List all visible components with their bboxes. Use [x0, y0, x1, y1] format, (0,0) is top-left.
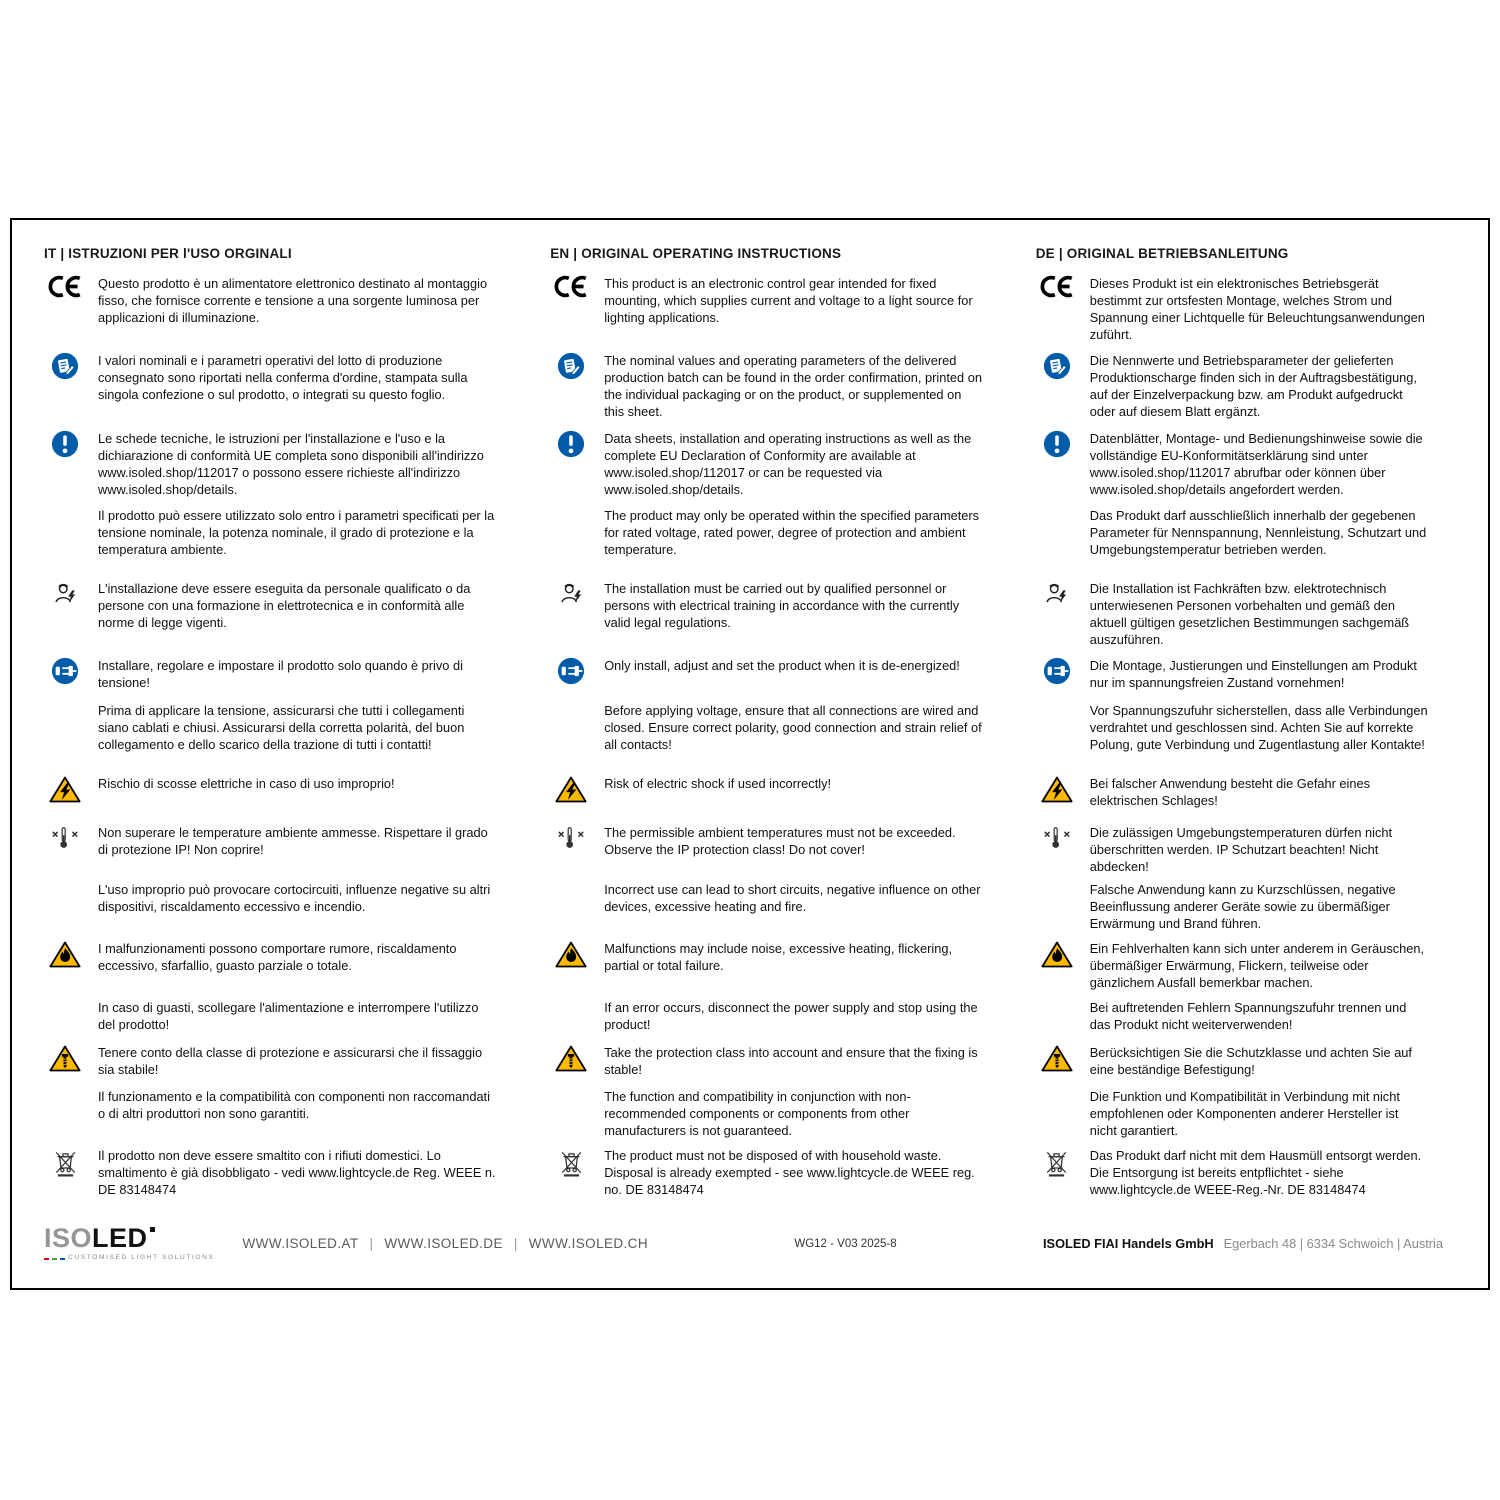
instruction-row — [44, 275, 498, 352]
instruction-text: Before applying voltage, ensure that all connections are wired and closed. Ensure correct polarity, good connection and strain relief of all contacts! — [604, 703, 982, 753]
instruction-row — [550, 352, 984, 430]
instruction-text: Il funzionamento e la compatibilità con componenti non raccomandati o di altri produttori non sono garantiti. — [98, 1089, 490, 1122]
ce-mark-icon — [1036, 275, 1078, 298]
instruction-text: The product may only be operated within the specified parameters for rated voltage, rated power, degree of protection and ambient temperature. — [604, 508, 980, 558]
fire-warning-icon — [550, 940, 592, 969]
instruction-text: Berücksichtigen Sie die Schutzklasse und achten Sie auf eine beständige Befestigung! — [1089, 1045, 1412, 1078]
logo-text-led: LED — [92, 1223, 148, 1254]
instruction-row — [550, 1044, 984, 1088]
instruction-row — [1036, 275, 1428, 352]
instruction-text: The installation must be carried out by qualified personnel or persons with electrical training in accordance with the currently valid legal regulations. — [604, 581, 960, 631]
instruction-text: I malfunzionamenti possono comportare rumore, riscaldamento eccessivo, sfarfallio, guasto parziale o totale. — [98, 941, 457, 974]
instruction-row — [1036, 430, 1428, 507]
instruction-row — [44, 940, 498, 999]
fixing-warning-icon — [1036, 1044, 1078, 1073]
qualified-personnel-icon — [550, 580, 592, 607]
electric-shock-warning-icon — [550, 775, 592, 804]
instruction-text: Prima di applicare la tensione, assicurarsi che tutti i collegamenti siano cablati e chiusi. Assicurarsi della corretta polarità, del buon collegamento e dello scarico della trazione di tutti i contatti! — [98, 703, 465, 753]
logo-color-dash-blue — [60, 1258, 65, 1260]
instruction-row — [44, 881, 498, 940]
instruction-row — [44, 507, 498, 580]
logo-tagline-text: CUSTOMISED LIGHT SOLUTIONS — [68, 1254, 215, 1262]
logo-color-dash-red — [44, 1258, 49, 1260]
logo-text-iso: ISO — [44, 1223, 93, 1254]
website-urls — [243, 1236, 648, 1251]
instruction-text: Only install, adjust and set the product when it is de-energized! — [604, 658, 960, 673]
instruction-text: Das Produkt darf ausschließlich innerhalb der gegebenen Parameter für Nennspannung, Nennleistung, Schutzart und Umgebungstemperatur betrieben werden. — [1089, 508, 1427, 558]
fixing-warning-icon — [550, 1044, 592, 1073]
column-de — [1036, 246, 1428, 1198]
de-energized-plug-icon — [44, 657, 86, 685]
url-separator: | — [369, 1236, 374, 1252]
instruction-row — [550, 1088, 984, 1147]
column-it — [44, 246, 498, 1198]
instruction-row — [1036, 507, 1428, 580]
instruction-text: Das Produkt darf nicht mit dem Hausmüll entsorgt werden. Die Entsorgung ist bereits entpflichtet - siehe www.lightcycle.de WEEE-Reg.-Nr. DE 83148474 — [1089, 1148, 1422, 1198]
column-header-it: IT | ISTRUZIONI PER l'USO ORGINALI — [44, 246, 292, 261]
website-link[interactable]: WWW.ISOLED.CH — [528, 1236, 648, 1252]
column-header-en: EN | ORIGINAL OPERATING INSTRUCTIONS — [550, 246, 842, 261]
instruction-row — [550, 702, 984, 775]
instruction-text: Die Montage, Justierungen und Einstellungen am Produkt nur im spannungsfreien Zustand vornehmen! — [1089, 658, 1417, 691]
mandatory-info-icon — [44, 430, 86, 458]
instruction-row — [44, 352, 498, 430]
instruction-text: If an error occurs, disconnect the power supply and stop using the product! — [604, 1000, 978, 1033]
instruction-row — [550, 275, 984, 352]
instruction-text: The function and compatibility in conjunction with non-recommended components or components from other manufacturers is not guaranteed. — [604, 1089, 911, 1139]
instruction-row — [1036, 702, 1428, 775]
temperature-limit-icon — [44, 824, 86, 852]
logo-color-dash-green — [52, 1258, 57, 1260]
company-address: Egerbach 48 | 6334 Schwoich | Austria — [1223, 1236, 1443, 1252]
instruction-text: Die Nennwerte und Betriebsparameter der gelieferten Produktionscharge finden sich in der Auftragsbestätigung, auf der Einzelverpackung bzw. am Produkt aufgedruckt oder auf diesem Blatt ergänzt. — [1089, 353, 1417, 420]
instruction-row — [44, 824, 498, 881]
instruction-text: Malfunctions may include noise, excessive heating, flickering, partial or total failure. — [604, 941, 953, 974]
instruction-text: Questo prodotto è un alimentatore elettronico destinato al montaggio fisso, che fornisce corrente e tensione a una sorgente luminosa per applicazioni di illuminazione. — [98, 276, 488, 326]
qualified-personnel-icon — [44, 580, 86, 607]
footer-left — [44, 1225, 648, 1262]
instruction-row — [1036, 1044, 1428, 1088]
instruction-row — [550, 580, 984, 657]
instruction-row — [1036, 580, 1428, 657]
column-en — [550, 246, 984, 1198]
instruction-row — [1036, 352, 1428, 430]
instruction-text: Il prodotto può essere utilizzato solo entro i parametri specificati per la tensione nominale, la potenza nominale, il grado di protezione e la temperatura ambiente. — [98, 508, 495, 558]
instruction-sheet-border — [10, 218, 1490, 1290]
instruction-row — [1036, 824, 1428, 881]
instruction-text: Falsche Anwendung kann zu Kurzschlüssen, negative Beeinflussung anderer Geräte sowie zu übermäßiger Erwärmung und Brand führen. — [1089, 882, 1396, 932]
instruction-text: Ein Fehlverhalten kann sich unter anderem in Geräuschen, übermäßiger Erwärmung, Flickern, teilweise oder gänzlichem Ausfall bemerkbar machen. — [1089, 941, 1425, 991]
instruction-text: Take the protection class into account and ensure that the fixing is stable! — [604, 1045, 978, 1078]
company-name: ISOLED FIAI Handels GmbH — [1042, 1236, 1214, 1252]
instruction-text: Tenere conto della classe di protezione e assicurarsi che il fissaggio sia stabile! — [98, 1045, 483, 1078]
weee-bin-icon — [44, 1147, 86, 1178]
mandatory-info-icon — [1036, 430, 1078, 458]
instruction-row — [550, 657, 984, 702]
instruction-text: Installare, regolare e impostare il prodotto solo quando è privo di tensione! — [98, 658, 463, 691]
instruction-text: This product is an electronic control gear intended for fixed mounting, which supplies current and voltage to a light source for lighting applications. — [604, 276, 973, 326]
instruction-row — [550, 940, 984, 999]
instruction-text: Die zulässigen Umgebungstemperaturen dürfen nicht überschritten werden. IP Schutzart beachten! Nicht abdecken! — [1089, 825, 1393, 875]
production-batch-icon — [550, 352, 592, 380]
instruction-row — [1036, 999, 1428, 1044]
instruction-text: Il prodotto non deve essere smaltito con i rifiuti domestici. Lo smaltimento è già disobbligato - vedi www.lightcycle.de Reg. WEEE n. DE 83148474 — [98, 1148, 496, 1198]
instruction-text: The nominal values and operating parameters of the delivered production batch can be found in the order confirmation, printed on the individual packaging or on the product, or supplemented on this sheet. — [604, 353, 982, 420]
instruction-row — [550, 1147, 984, 1198]
instruction-text: Vor Spannungszufuhr sicherstellen, dass alle Verbindungen verdrahtet und geschlossen sind. Achten Sie auf korrekte Polung, gute Verbindung und Zugentlastung aller Kontakte! — [1089, 703, 1428, 753]
instruction-row — [1036, 657, 1428, 702]
instruction-text: L'uso improprio può provocare cortocircuiti, influenze negative su altri dispositivi, riscaldamento eccessivo e incendio. — [98, 882, 491, 915]
instruction-row — [1036, 1088, 1428, 1147]
instruction-row — [44, 657, 498, 702]
instruction-row — [550, 999, 984, 1044]
instruction-text: Bei auftretenden Fehlern Spannungszufuhr trennen und das Produkt nicht weiterverwenden! — [1089, 1000, 1407, 1033]
production-batch-icon — [1036, 352, 1078, 380]
instruction-row — [550, 775, 984, 824]
instruction-row — [44, 999, 498, 1044]
instruction-row — [1036, 881, 1428, 940]
instruction-row — [44, 775, 498, 824]
logo-tagline — [44, 1255, 215, 1262]
instruction-text: Dieses Produkt ist ein elektronisches Betriebsgerät bestimmt zur ortsfesten Montage, welches Strom und Spannung einer Lichtquelle für Beleuchtungsanwendungen zuführt. — [1089, 276, 1425, 343]
mandatory-info-icon — [550, 430, 592, 458]
de-energized-plug-icon — [550, 657, 592, 685]
instruction-row — [44, 702, 498, 775]
instruction-row — [550, 507, 984, 580]
ce-mark-icon — [44, 275, 86, 298]
instruction-text: Bei falscher Anwendung besteht die Gefahr eines elektrischen Schlages! — [1089, 776, 1371, 809]
instruction-text: Die Installation ist Fachkräften bzw. elektrotechnisch unterwiesenen Personen vorbehalten und gemäß den aktuell gültigen gesetzlichen Bestimmungen sachgemäß auszuführen. — [1089, 581, 1410, 648]
temperature-limit-icon — [1036, 824, 1078, 852]
document-code: WG12 - V03 2025-8 — [794, 1237, 897, 1250]
instruction-text: Le schede tecniche, le istruzioni per l'installazione e l'uso e la dichiarazione di conformità UE completa sono disponibili all'indirizzo www.isoled.shop/112017 o possono essere richieste all'indirizzo www.isoled.shop/details. — [98, 431, 484, 498]
instruction-row — [44, 580, 498, 657]
instruction-row — [44, 1044, 498, 1088]
isoled-logo — [44, 1225, 215, 1262]
instruction-row — [44, 1088, 498, 1147]
website-link[interactable]: WWW.ISOLED.AT — [242, 1236, 359, 1252]
columns — [44, 246, 1428, 1198]
isoled-logo-wordmark — [44, 1225, 215, 1252]
instruction-row — [550, 430, 984, 507]
instruction-text: Non superare le temperature ambiente ammesse. Rispettare il grado di protezione IP! Non coprire! — [98, 825, 488, 858]
instruction-row — [550, 881, 984, 940]
company-info — [1043, 1236, 1443, 1251]
ce-mark-icon — [550, 275, 592, 298]
instruction-row — [1036, 1147, 1428, 1198]
instruction-text: Datenblätter, Montage- und Bedienungshinweise sowie die vollständige EU-Konformitätserklärung sind unter www.isoled.shop/112017 abrufbar oder können über www.isoled.shop/details angefordert werden. — [1089, 431, 1423, 498]
instruction-text: Risk of electric shock if used incorrectly! — [604, 776, 832, 791]
temperature-limit-icon — [550, 824, 592, 852]
instruction-text: Data sheets, installation and operating instructions as well as the complete EU Declaration of Conformity are available at www.isoled.shop/112017 or can be requested via www.isoled.shop/details. — [604, 431, 972, 498]
electric-shock-warning-icon — [1036, 775, 1078, 804]
instruction-row — [44, 430, 498, 507]
fixing-warning-icon — [44, 1044, 86, 1073]
fire-warning-icon — [44, 940, 86, 969]
production-batch-icon — [44, 352, 86, 380]
instruction-row — [550, 824, 984, 881]
instruction-row — [1036, 775, 1428, 824]
instruction-text: L'installazione deve essere eseguita da personale qualificato o da persone con una formazione in elettrotecnica e in conformità alle norme di legge vigenti. — [98, 581, 471, 631]
instruction-text: Die Funktion und Kompatibilität in Verbindung mit nicht empfohlenen oder Komponenten anderer Hersteller ist nicht garantiert. — [1089, 1089, 1400, 1139]
instruction-row — [1036, 940, 1428, 999]
url-separator: | — [513, 1236, 518, 1252]
instruction-text: The product must not be disposed of with household waste. Disposal is already exempted - see www.lightcycle.de WEEE reg. no. DE 83148474 — [604, 1148, 975, 1198]
instruction-row — [44, 1147, 498, 1198]
footer — [44, 1225, 1443, 1262]
weee-bin-icon — [550, 1147, 592, 1178]
de-energized-plug-icon — [1036, 657, 1078, 685]
column-header-de: DE | ORIGINAL BETRIEBSANLEITUNG — [1035, 246, 1289, 261]
instruction-text: I valori nominali e i parametri operativi del lotto di produzione consegnato sono riportati nella conferma d'ordine, stampata sulla singola confezione o sul prodotto, o integrati su questo foglio. — [98, 353, 468, 403]
instruction-text: Incorrect use can lead to short circuits, negative influence on other devices, excessive heating and fire. — [604, 882, 981, 915]
fire-warning-icon — [1036, 940, 1078, 969]
instruction-text: The permissible ambient temperatures must not be exceeded. Observe the IP protection class! Do not cover! — [604, 825, 956, 858]
qualified-personnel-icon — [1036, 580, 1078, 607]
electric-shock-warning-icon — [44, 775, 86, 804]
logo-trademark-square — [150, 1227, 155, 1232]
instruction-text: Rischio di scosse elettriche in caso di uso improprio! — [98, 776, 395, 791]
website-link[interactable]: WWW.ISOLED.DE — [384, 1236, 503, 1252]
instruction-text: In caso di guasti, scollegare l'alimentazione e interrompere l'utilizzo del prodotto! — [98, 1000, 479, 1033]
weee-bin-icon — [1036, 1147, 1078, 1178]
